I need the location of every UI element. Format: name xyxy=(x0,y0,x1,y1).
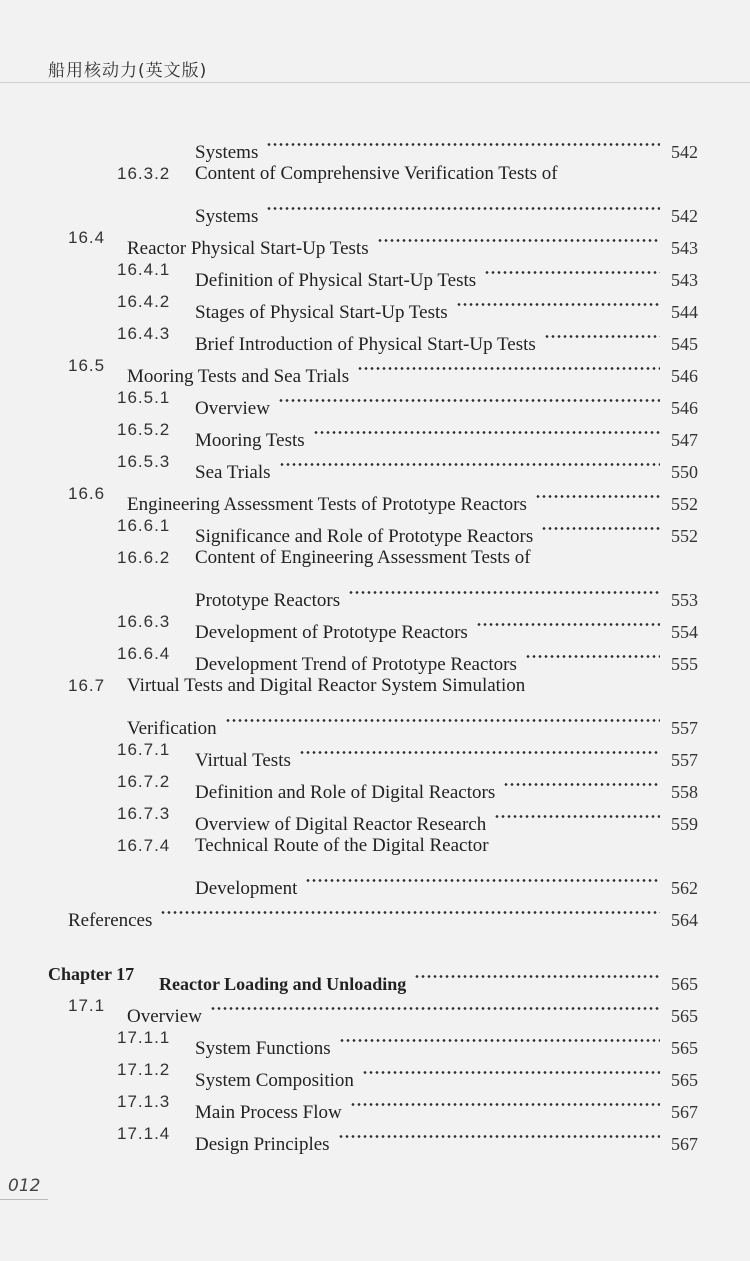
toc-entry-title: Systems xyxy=(195,206,259,227)
toc-entry-page: 567 xyxy=(671,1102,698,1122)
toc-entry-title: Virtual Tests and Digital Reactor System Simulation xyxy=(127,675,526,696)
toc-entry-page: 543 xyxy=(671,270,698,290)
leader-dots xyxy=(544,318,660,350)
toc-entry-number: 16.6.4 xyxy=(117,644,171,663)
leader-dots xyxy=(541,510,660,542)
toc-entry[interactable] xyxy=(0,382,750,419)
toc-entry-page: 554 xyxy=(671,622,698,642)
toc-entry-title: System Functions xyxy=(195,1038,331,1059)
leader-dots xyxy=(339,1022,660,1054)
toc-entry-number: 16.4.1 xyxy=(117,260,171,279)
toc-entry-page: 544 xyxy=(671,302,698,322)
toc-entry-number: 16.7.3 xyxy=(117,804,171,823)
toc-entry-page: 553 xyxy=(671,590,698,610)
toc-entry[interactable] xyxy=(0,126,750,163)
toc-entry-number: 16.5 xyxy=(68,356,106,375)
toc-entry-title: Overview xyxy=(127,1006,202,1027)
toc-entry[interactable] xyxy=(0,670,750,702)
leader-dots xyxy=(313,414,660,446)
leader-dots xyxy=(225,702,660,734)
toc-entry-number: 16.4.3 xyxy=(117,324,171,343)
toc-entry-title: Content of Comprehensive Verification Tests of xyxy=(195,163,558,184)
leader-dots xyxy=(535,478,660,510)
toc-entry[interactable] xyxy=(0,350,750,387)
leader-dots xyxy=(484,254,660,286)
toc-entry-title: Development Trend of Prototype Reactors xyxy=(195,654,517,675)
table-of-contents xyxy=(0,126,750,1155)
leader-dots xyxy=(456,286,660,318)
toc-entry-number: 16.4 xyxy=(68,228,106,247)
toc-entry-number: 16.7.2 xyxy=(117,772,171,791)
toc-entry-number: 17.1.3 xyxy=(117,1092,171,1111)
toc-entry-number: 16.7.1 xyxy=(117,740,171,759)
toc-entry-title: Overview of Digital Reactor Research xyxy=(195,814,487,835)
toc-entry-title: System Composition xyxy=(195,1070,354,1091)
toc-entry[interactable] xyxy=(0,990,750,1027)
toc-entry[interactable] xyxy=(0,830,750,862)
toc-entry-page: 550 xyxy=(671,462,698,482)
toc-entry-references[interactable] xyxy=(0,894,750,931)
toc-entry-page: 562 xyxy=(671,878,698,898)
toc-entry-title: Verification xyxy=(127,718,217,739)
toc-entry-number: 16.7.4 xyxy=(117,836,171,855)
toc-entry-title: Main Process Flow xyxy=(195,1102,342,1123)
toc-entry-number: 16.5.1 xyxy=(117,388,171,407)
chapter-title: Reactor Loading and Unloading xyxy=(159,974,407,994)
leader-dots xyxy=(348,574,660,606)
toc-entry[interactable] xyxy=(0,638,750,675)
toc-entry-page: 542 xyxy=(671,142,698,162)
toc-entry-title: Mooring Tests and Sea Trials xyxy=(127,366,350,387)
toc-entry-page: 555 xyxy=(671,654,698,674)
toc-entry-number: 16.3.2 xyxy=(117,164,171,183)
toc-entry-title: Overview xyxy=(195,398,270,419)
toc-entry[interactable] xyxy=(0,702,750,739)
toc-entry-title: Development of Prototype Reactors xyxy=(195,622,468,643)
leader-dots xyxy=(266,126,660,158)
toc-entry-title: Significance and Role of Prototype Reactors xyxy=(195,526,534,547)
footer-divider xyxy=(0,1199,48,1200)
leader-dots xyxy=(299,734,660,766)
toc-entry-page: 567 xyxy=(671,1134,698,1154)
toc-entry-title: Technical Route of the Digital Reactor xyxy=(195,835,489,856)
toc-entry-number: 17.1.4 xyxy=(117,1124,171,1143)
toc-entry-number: 16.5.2 xyxy=(117,420,171,439)
toc-entry-title: Stages of Physical Start-Up Tests xyxy=(195,302,448,323)
toc-entry-title: Brief Introduction of Physical Start-Up Tests xyxy=(195,334,536,355)
toc-entry[interactable] xyxy=(0,190,750,227)
toc-entry[interactable] xyxy=(0,734,750,771)
toc-chapter-entry[interactable] xyxy=(0,958,750,994)
toc-entry-page: 565 xyxy=(671,1038,698,1058)
toc-entry-number: 16.5.3 xyxy=(117,452,171,471)
toc-entry-title: References xyxy=(68,910,153,931)
toc-entry[interactable] xyxy=(0,510,750,547)
toc-entry[interactable] xyxy=(0,862,750,899)
toc-entry-page: 565 xyxy=(671,974,698,994)
toc-entry[interactable] xyxy=(0,574,750,611)
leader-dots xyxy=(377,222,660,254)
toc-entry-number: 16.4.2 xyxy=(117,292,171,311)
leader-dots xyxy=(338,1118,660,1150)
toc-entry[interactable] xyxy=(0,766,750,803)
toc-entry-number: 16.6.1 xyxy=(117,516,171,535)
toc-entry[interactable] xyxy=(0,254,750,291)
toc-entry-title: Content of Engineering Assessment Tests of xyxy=(195,547,531,568)
toc-entry-page: 552 xyxy=(671,526,698,546)
toc-entry-page: 559 xyxy=(671,814,698,834)
toc-entry-number: 16.6 xyxy=(68,484,106,503)
toc-entry-title: Mooring Tests xyxy=(195,430,305,451)
leader-dots xyxy=(476,606,660,638)
leader-dots xyxy=(350,1086,660,1118)
page-header xyxy=(0,0,750,83)
leader-dots xyxy=(210,990,660,1022)
toc-entry-page: 546 xyxy=(671,366,698,386)
toc-entry[interactable] xyxy=(0,542,750,574)
leader-dots xyxy=(362,1054,660,1086)
toc-entry[interactable] xyxy=(0,606,750,643)
toc-entry[interactable] xyxy=(0,1054,750,1091)
leader-dots xyxy=(357,350,660,382)
toc-entry-title: Design Principles xyxy=(195,1134,330,1155)
toc-entry-title: Definition of Physical Start-Up Tests xyxy=(195,270,477,291)
leader-dots xyxy=(279,446,661,478)
toc-entry[interactable] xyxy=(0,1022,750,1059)
leader-dots xyxy=(278,382,660,414)
toc-entry-title: Reactor Physical Start-Up Tests xyxy=(127,238,369,259)
toc-entry[interactable] xyxy=(0,1086,750,1123)
toc-entry[interactable] xyxy=(0,222,750,259)
toc-entry-title: Virtual Tests xyxy=(195,750,291,771)
toc-entry-page: 546 xyxy=(671,398,698,418)
toc-entry[interactable] xyxy=(0,446,750,483)
book-title: 船用核动力(英文版) xyxy=(48,61,208,81)
toc-entry[interactable] xyxy=(0,158,750,190)
leader-dots xyxy=(525,638,660,670)
toc-entry-page: 565 xyxy=(671,1070,698,1090)
toc-entry[interactable] xyxy=(0,478,750,515)
toc-entry[interactable] xyxy=(0,286,750,323)
toc-entry-title: Sea Trials xyxy=(195,462,271,483)
chapter-number: Chapter 17 xyxy=(48,964,135,984)
toc-entry-page: 543 xyxy=(671,238,698,258)
toc-entry-page: 552 xyxy=(671,494,698,514)
toc-entry[interactable] xyxy=(0,798,750,835)
toc-entry-number: 16.7 xyxy=(68,676,106,695)
toc-entry-page: 557 xyxy=(671,718,698,738)
toc-entry-title: Definition and Role of Digital Reactors xyxy=(195,782,496,803)
toc-entry-page: 564 xyxy=(671,910,698,930)
toc-entry[interactable] xyxy=(0,318,750,355)
toc-entry-page: 545 xyxy=(671,334,698,354)
leader-dots xyxy=(160,894,660,926)
leader-dots xyxy=(503,766,660,798)
leader-dots xyxy=(494,798,660,830)
toc-entry-page: 557 xyxy=(671,750,698,770)
leader-dots xyxy=(305,862,660,894)
toc-entry[interactable] xyxy=(0,414,750,451)
toc-entry-number: 17.1.1 xyxy=(117,1028,171,1047)
toc-entry-title: Systems xyxy=(195,142,259,163)
toc-entry-page: 558 xyxy=(671,782,698,802)
toc-entry-number: 17.1 xyxy=(68,996,106,1015)
toc-entry-page: 565 xyxy=(671,1006,698,1026)
toc-entry[interactable] xyxy=(0,1118,750,1155)
toc-entry-number: 16.6.2 xyxy=(117,548,171,567)
leader-dots xyxy=(266,190,660,222)
toc-entry-title: Prototype Reactors xyxy=(195,590,341,611)
toc-entry-title: Engineering Assessment Tests of Prototype Reactors xyxy=(127,494,527,515)
toc-entry-title: Development xyxy=(195,878,298,899)
leader-dots xyxy=(414,958,660,990)
toc-entry-page: 547 xyxy=(671,430,698,450)
toc-entry-number: 16.6.3 xyxy=(117,612,171,631)
toc-entry-number: 17.1.2 xyxy=(117,1060,171,1079)
toc-entry-page: 542 xyxy=(671,206,698,226)
page-number: 012 xyxy=(8,1176,41,1196)
